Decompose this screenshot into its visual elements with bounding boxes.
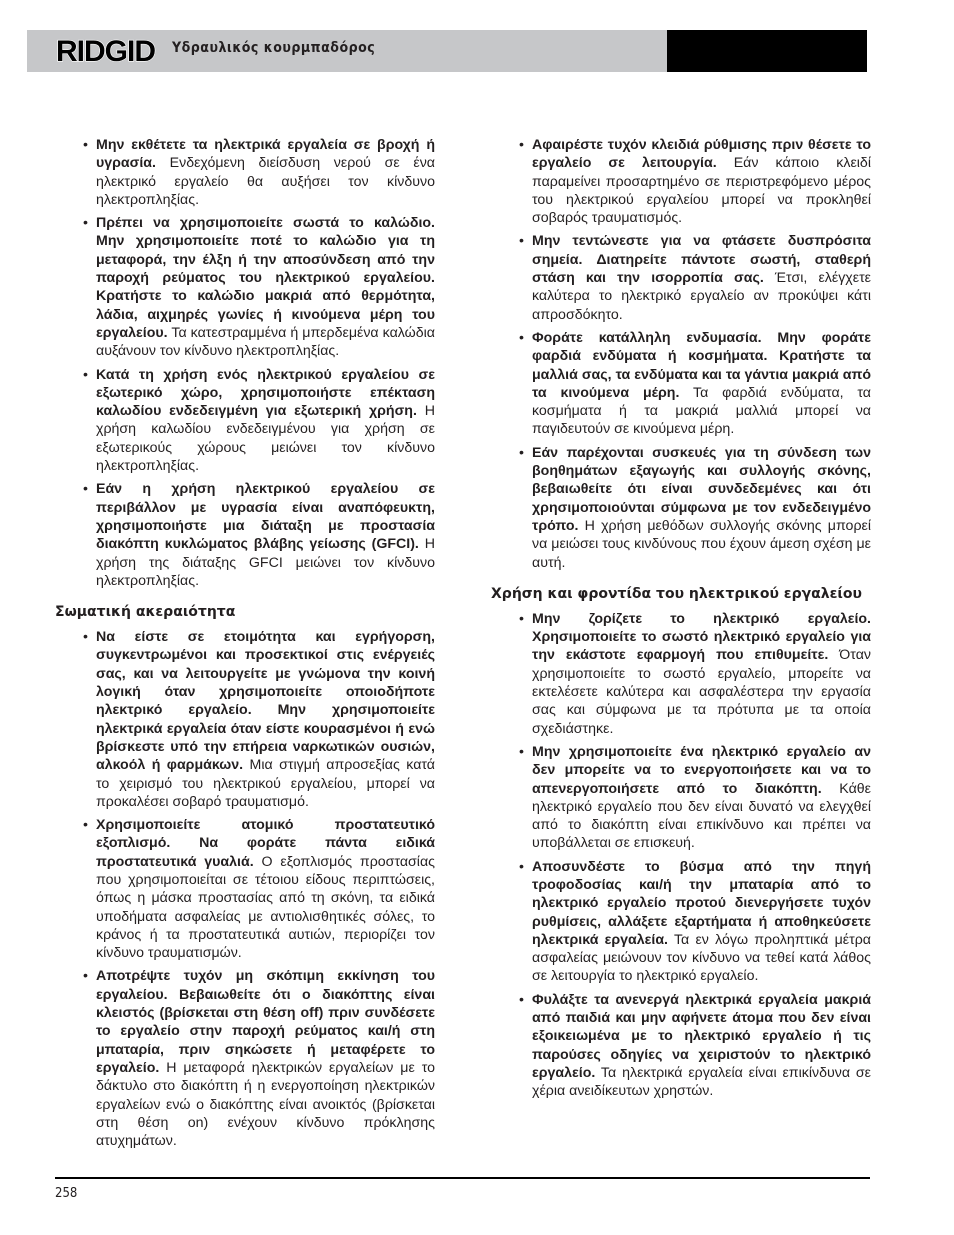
list-item: • Κατά τη χρήση ενός ηλεκτρικού εργαλείου σε εξωτερικό χώρο, χρησιμοποιήστε επέκταση καλωδίου ενδεδειγμένη για εξωτερική χρήση. Η χρήση καλωδίου ενδεδειγμένου για χρήση σε εξωτερικούς χώρους μειώνει τον κίνδυνο ηλεκτροπληξίας. <box>55 366 435 476</box>
section-heading-tool-use-care: Χρήση και φροντίδα του ηλεκτρικού εργαλείου <box>491 585 862 602</box>
ridgid-logo <box>55 33 163 68</box>
list-item: • Αποσυνδέστε το βύσμα από την πηγή τροφοδοσίας και/ή την μπαταρία από το ηλεκτρικό εργαλείο προτού διενεργήσετε τυχόν ρυθμίσεις, αλλάξετε εξαρτήματα ή αποθηκεύσετε ηλεκτρικά εργαλεία. Τα εν λόγω προληπτικά μέτρα ασφαλείας μειώνουν τον κίνδυνο να τεθεί κατά λάθος σε λειτουργία το ηλεκτρικό εργαλείο. <box>491 858 871 986</box>
list-item: • Φυλάξτε τα ανενεργά ηλεκτρικά εργαλεία μακριά από παιδιά και μην αφήνετε άτομα που δεν είναι εξοικειωμένα με το ηλεκτρικό εργαλείο ή τις παρούσες οδηγίες να χειριστούν το ηλεκτρικό εργαλείο. Τα ηλεκτρικά εργαλεία είναι επικίνδυνα σε χέρια ανειδίκευτων χρηστών. <box>491 991 871 1101</box>
personal-safety-list-continued <box>491 136 871 572</box>
header-black-bar <box>667 30 867 72</box>
list-item: • Εάν παρέχονται συσκευές για τη σύνδεση των βοηθημάτων εξαγωγής και συλλογής σκόνης, βεβαιωθείτε ότι είναι συνδεδεμένες και ότι χρησιμοποιούνται σύμφωνα με τον ενδεδειγμένο τρόπο. Η χρήση μεθόδων συλλογής σκόνης μπορεί να μειώσει τους κινδύνους που έχουν άμεση σχέση με αυτή. <box>491 444 871 572</box>
list-item: • Φοράτε κατάλληλη ενδυμασία. Μην φοράτε φαρδιά ενδύματα ή κοσμήματα. Κρατήστε τα μαλλιά σας, τα ενδύματα και τα γάντια μακριά από τα κινούμενα μέρη. Τα φαρδιά ενδύματα, τα κοσμήματα ή τα μακριά μαλλιά μπορεί να παγιδευτούν σε κινούμενα μέρη. <box>491 329 871 439</box>
document-title: Υδραυλικός κουρμπαδόρος <box>172 40 376 56</box>
left-column <box>55 136 435 1155</box>
section-heading-personal-safety: Σωματική ακεραιότητα <box>55 604 236 621</box>
list-item: • Εάν η χρήση ηλεκτρικού εργαλείου σε περιβάλλον με υγρασία είναι αναπόφευκτη, χρησιμοποιήστε μια διάταξη με προστασία διακόπτη κυκλώματος βλάβης γείωσης (GFCI). Η χρήση της διάταξης GFCI μειώνει τον κίνδυνο ηλεκτροπληξίας. <box>55 480 435 590</box>
page-number: 258 <box>55 1186 78 1201</box>
list-item: • Μην εκθέτετε τα ηλεκτρικά εργαλεία σε βροχή ή υγρασία. Ενδεχόμενη διείσδυση νερού σε ένα ηλεκτρικό εργαλείο θα αυξήσει τον κίνδυνο ηλεκτροπληξίας. <box>55 136 435 209</box>
list-item: • Πρέπει να χρησιμοποιείτε σωστά το καλώδιο. Μην χρησιμοποιείτε ποτέ το καλώδιο για τη μεταφορά, την έλξη ή την αποσύνδεση από την παροχή ρεύματος του ηλεκτρικού εργαλείου. Κρατήστε το καλώδιο μακριά από θερμότητα, λάδια, αιχμηρές γωνίες ή κινούμενα μέρη του εργαλείου. Τα κατεστραμμένα ή μπερδεμένα καλώδια αυξάνουν τον κίνδυνο ηλεκτροπληξίας. <box>55 214 435 360</box>
list-item: • Χρησιμοποιείτε ατομικό προστατευτικό εξοπλισμό. Να φοράτε πάντα ειδικά προστατευτικά γυαλιά. Ο εξοπλισμός προστασίας που χρησιμοποιείται σε τέτοιου είδους περιπτώσεις, όπως η μάσκα προστασίας από τη σκόνη, τα ειδικά υποδήματα ασφαλείας με αντιολισθητικές σόλες, το κράνος ή τα προστατευτικά αυτιών, περιορίζει τον κίνδυνο τραυματισμών. <box>55 816 435 962</box>
list-item: • Μην ζορίζετε το ηλεκτρικό εργαλείο. Χρησιμοποιείτε το σωστό ηλεκτρικό εργαλείο για την εκάστοτε εφαρμογή που επιθυμείτε. Όταν χρησιμοποιείτε το σωστό εργαλείο, μπορείτε να εκτελέσετε καλύτερα και ασφαλέστερα την εργασία σας και σύμφωνα με τα πρότυπα με τα οποία σχεδιάστηκε. <box>491 610 871 738</box>
list-item: • Μην τεντώνεστε για να φτάσετε δυσπρόσιτα σημεία. Διατηρείτε πάντοτε σωστή, σταθερή στάση και την ισορροπία σας. Έτσι, ελέγχετε καλύτερα το ηλεκτρικό εργαλείο αν προκύψει κάτι απροσδόκητο. <box>491 232 871 323</box>
svg-text:RIDGID: RIDGID <box>56 35 155 68</box>
right-column <box>491 136 871 1106</box>
list-item: • Αφαιρέστε τυχόν κλειδιά ρύθμισης πριν θέσετε το εργαλείο σε λειτουργία. Εάν κάποιο κλειδί παραμείνει προσαρτημένο σε περιστρεφόμενο μέρος του ηλεκτρικού εργαλείου μπορεί να προκληθεί σοβαρός τραυματισμός. <box>491 136 871 227</box>
list-item: • Αποτρέψτε τυχόν μη σκόπιμη εκκίνηση του εργαλείου. Βεβαιωθείτε ότι ο διακόπτης είναι κλειστός (βρίσκεται στη θέση off) πριν συνδέσετε το εργαλείο στην παροχή ρεύματος και/ή στη μπαταρία, πριν σηκώσετε ή μεταφέρετε το εργαλείο. Η μεταφορά ηλεκτρικών εργαλείων με το δάκτυλο στο διακόπτη ή η ενεργοποίηση ηλεκτρικών εργαλείων ενώ ο διακόπτης είναι ανοικτός (βρίσκεται στη θέση on) ενέχουν κίνδυνο πρόκλησης ατυχημάτων. <box>55 967 435 1150</box>
tool-use-care-list <box>491 610 871 1101</box>
page-header <box>27 30 867 72</box>
personal-safety-list <box>55 628 435 1150</box>
list-item: • Μην χρησιμοποιείτε ένα ηλεκτρικό εργαλείο αν δεν μπορείτε να το ενεργοποιήσετε και να το απενεργοποιήσετε από το διακόπτη. Κάθε ηλεκτρικό εργαλείο που δεν είναι δυνατό να ελεγχθεί από το διακόπτη είναι επικίνδυνο και πρέπει να υποβάλλεται σε επισκευή. <box>491 743 871 853</box>
footer-rule <box>55 1177 870 1179</box>
list-item: • Να είστε σε ετοιμότητα και εγρήγορση, συγκεντρωμένοι και προσεκτικοί στις ενέργειές σας, και να λειτουργείτε με γνώμονα την κοινή λογική όταν χρησιμοποιείτε οποιοδήποτε ηλεκτρικό εργαλείο. Μην χρησιμοποιείτε ηλεκτρικά εργαλεία όταν είστε κουρασμένοι ή ενώ βρίσκεστε υπό την επήρεια ναρκωτικών ουσιών, αλκοόλ ή φαρμάκων. Μια στιγμή απροσεξίας κατά το χειρισμό του ηλεκτρικού εργαλείου, μπορεί να προκαλέσει σοβαρό τραυματισμό. <box>55 628 435 811</box>
electrical-safety-list <box>55 136 435 590</box>
